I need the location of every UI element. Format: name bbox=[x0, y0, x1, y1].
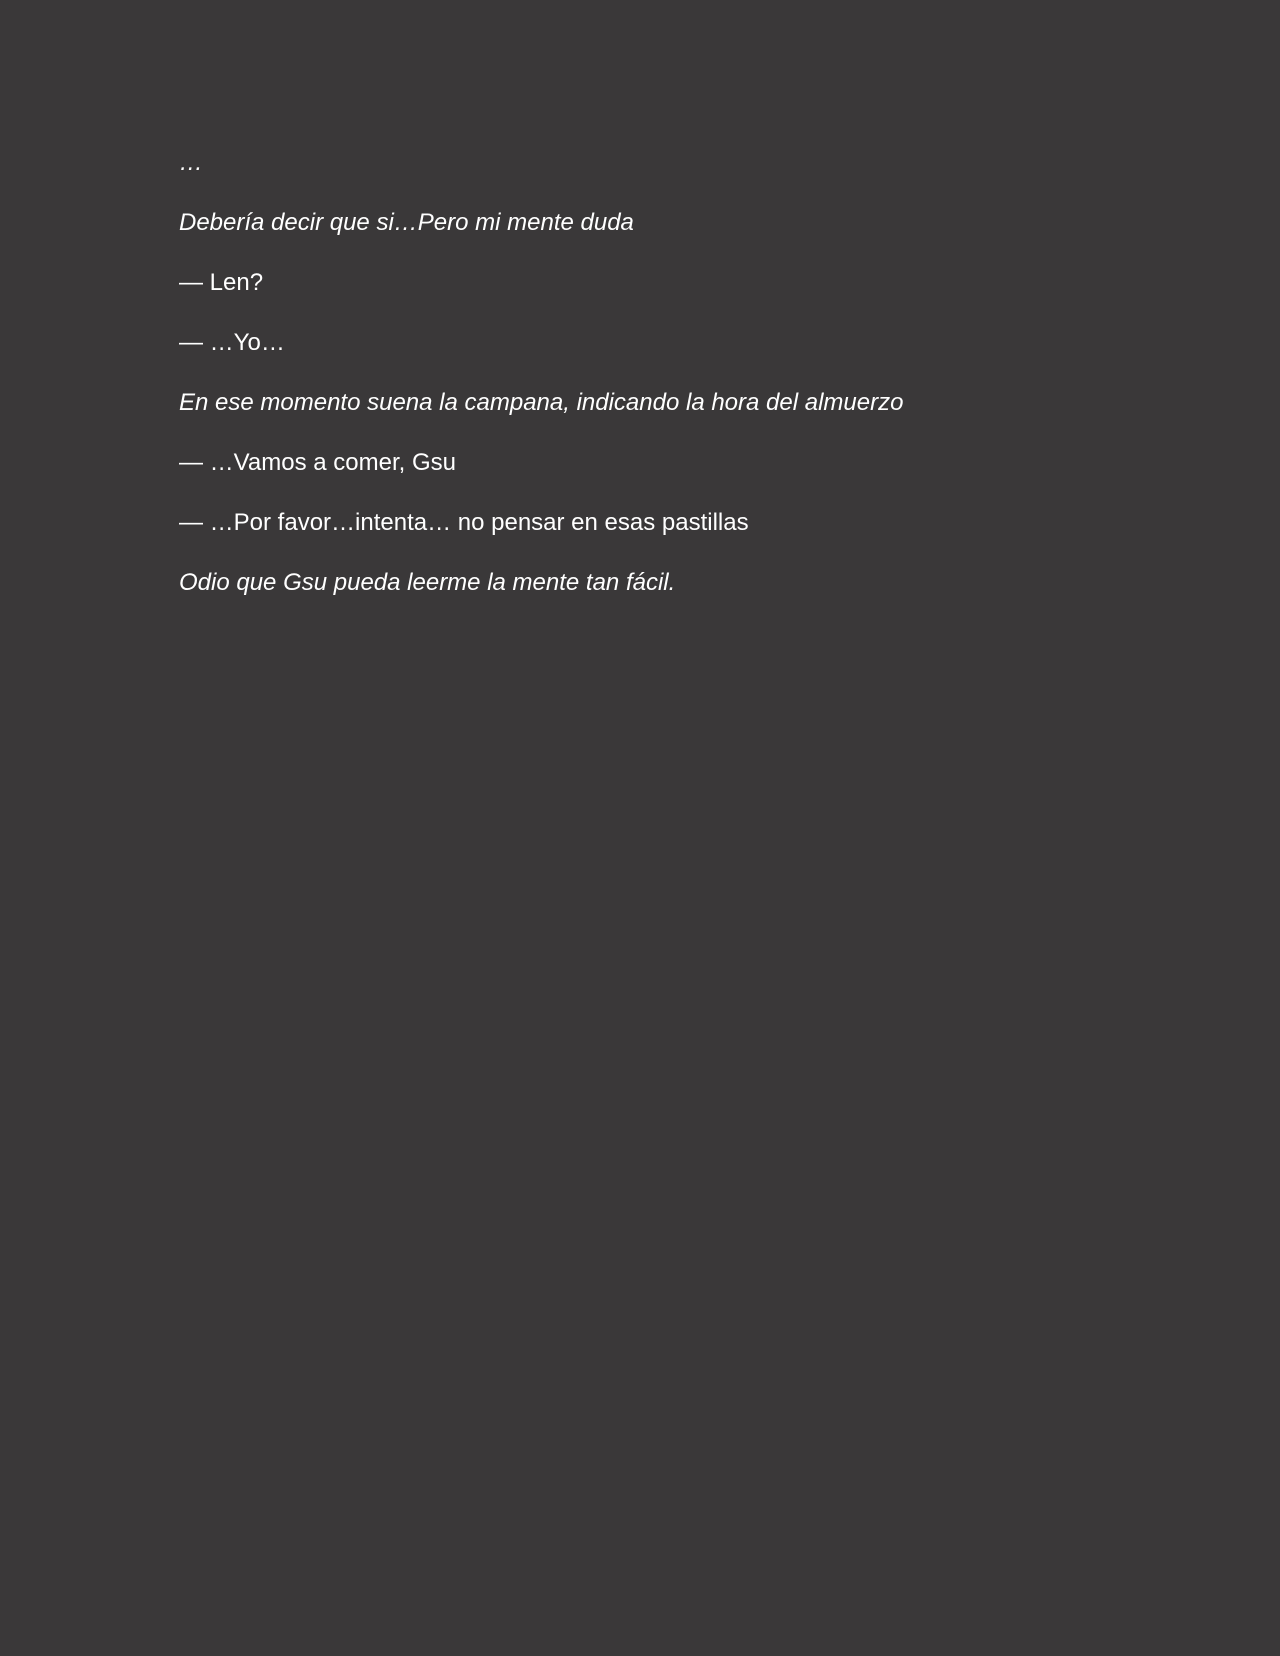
dialogue-line: — Len? bbox=[179, 269, 264, 296]
ellipsis-line: … bbox=[179, 149, 203, 176]
dialogue-line: — …Vamos a comer, Gsu bbox=[179, 449, 456, 476]
narration-line: Odio que Gsu pueda leerme la mente tan fácil. bbox=[179, 569, 676, 596]
narration-line: Debería decir que si…Pero mi mente duda bbox=[179, 209, 634, 236]
dialogue-line: — …Por favor…intenta… no pensar en esas pastillas bbox=[179, 509, 749, 536]
dialogue-line: — …Yo… bbox=[179, 329, 285, 356]
narration-line: En ese momento suena la campana, indicando la hora del almuerzo bbox=[179, 389, 904, 416]
story-text bbox=[179, 148, 1119, 628]
